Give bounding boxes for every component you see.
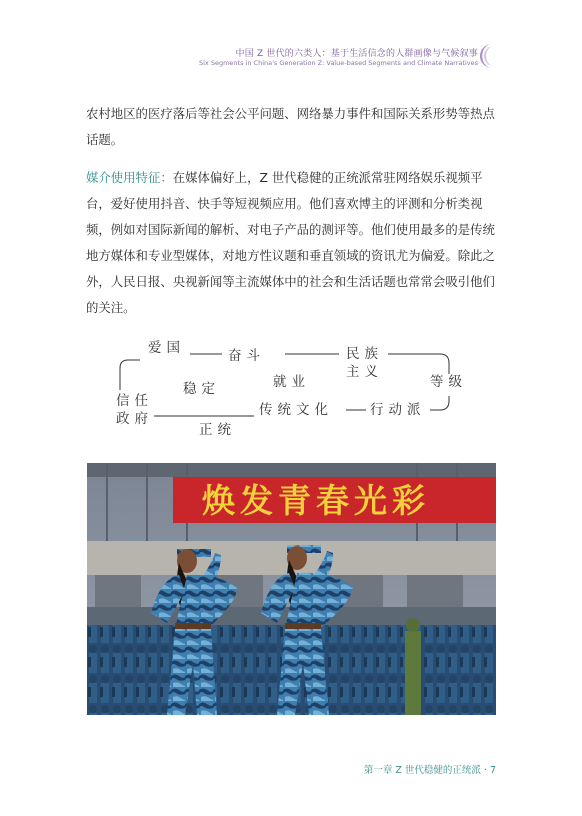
paragraph-media-usage xyxy=(86,165,498,321)
media-usage-text: 在媒体偏好上，Z 世代稳健的正统派常驻网络娱乐视频平台，爱好使用抖音、快手等短视频应用。他们喜欢博主的评测和分析类视频，例如对国际新闻的解析、对电子产品的测评等。他们使用最多的是传统地方媒体和专业型媒体，对地方性议题和垂直领域的资讯尤为偏爱。除此之外，人民日报、央视新闻等主流媒体中的社会和生活话题也常常会吸引他们的关注。 xyxy=(86,170,495,315)
word-jiuye: 就业 xyxy=(273,374,310,390)
word-fendou: 奋斗 xyxy=(228,348,265,364)
word-wending: 稳定 xyxy=(183,381,220,397)
word-dengji: 等级 xyxy=(430,374,467,390)
word-xingdongpai: 行动派 xyxy=(370,402,426,418)
word-minzu: 民族 xyxy=(346,346,383,362)
page-footer: 第一章 Z 世代稳健的正统派 · 7 xyxy=(363,765,496,776)
header-subtitle: Six Segments in China's Generation Z: Value-based Segments and Climate Narratives xyxy=(199,59,478,67)
word-aiguo: 爱国 xyxy=(148,340,185,356)
word-zhuyi: 主义 xyxy=(346,364,383,380)
page-header xyxy=(0,0,582,67)
word-zhengtong: 正统 xyxy=(199,422,236,438)
header-title: 中国 Z 世代的六类人：基于生活信念的人群画像与气候叙事 xyxy=(235,49,478,59)
word-chuantong-wenhua: 传统文化 xyxy=(259,402,333,418)
keyword-diagram xyxy=(110,334,472,446)
banner-text: 焕发青春光彩 xyxy=(202,481,430,520)
word-xinren: 信任 xyxy=(116,393,153,409)
paragraph-hot-topics: 农村地区的医疗落后等社会公平问题、网络暴力事件和国际关系形势等热点话题。 xyxy=(86,106,495,147)
media-usage-heading: 媒介使用特征： xyxy=(86,170,173,185)
crescent-moon-icon xyxy=(478,43,500,69)
word-zhengfu: 政府 xyxy=(116,411,153,427)
military-training-photo xyxy=(87,463,496,715)
